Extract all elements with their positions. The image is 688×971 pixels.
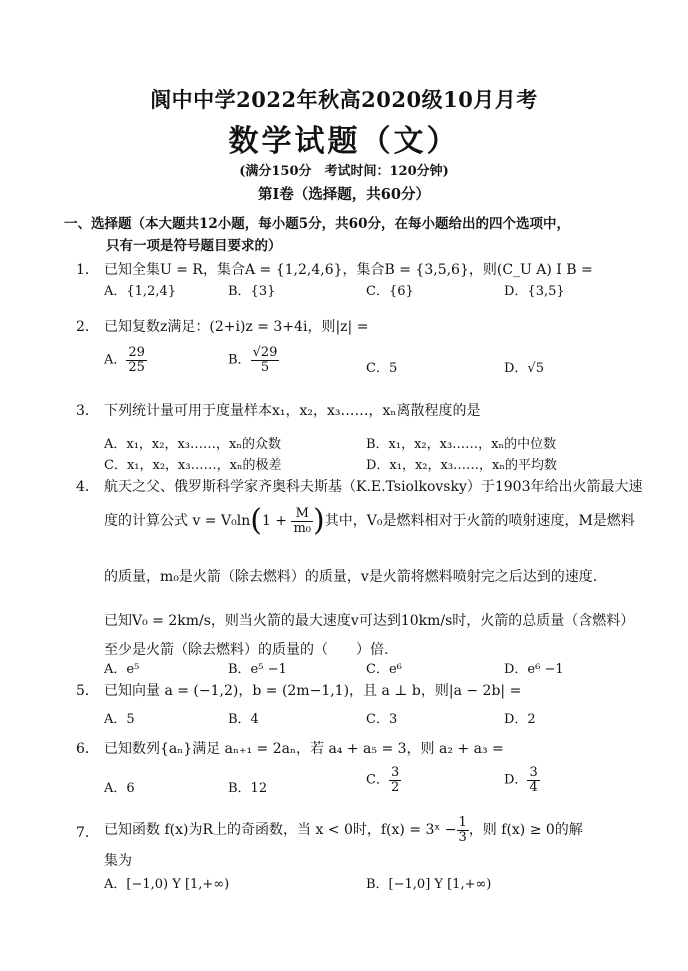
formula-prefix: 度的计算公式 v = V₀ln	[104, 513, 251, 529]
fraction-numerator: M	[291, 507, 313, 522]
question-number: 1．	[76, 262, 99, 278]
fraction	[126, 346, 147, 374]
question-text-part: 已知函数 f(x)为R上的奇函数，当 x < 0时，f(x) = 3ˣ −	[104, 822, 457, 839]
section-instruction: 一、选择题（本大题共12小题，每小题5分，共60分，在每小题给出的四个选项中，	[64, 216, 570, 232]
fraction-denominator: 2	[390, 779, 400, 795]
question-text: 的质量，m₀是火箭（除去燃料）的质量，v是火箭将燃料喷射完之后达到的速度.	[104, 569, 598, 585]
option-a: A．x₁，x₂，x₃……，xₙ的众数	[104, 437, 281, 452]
option-c: C．3	[366, 712, 398, 727]
paren-right: )	[313, 503, 325, 538]
option-b: B．12	[228, 781, 268, 796]
option-d: D．e⁶ −1	[504, 662, 564, 677]
option-b: B．e⁵ −1	[228, 662, 287, 677]
option-c: C．x₁，x₂，x₃……，xₙ的极差	[104, 458, 282, 473]
option-c: C．e⁶	[366, 662, 402, 677]
fraction-numerator: 3	[390, 765, 400, 780]
question-number: 7．	[76, 825, 99, 841]
fraction-numerator: 3	[529, 765, 538, 780]
question-text: 已知向量 a = (−1,2)，b = (2m−1,1)，且 a ⊥ b，则|a − 2b| =	[104, 683, 522, 699]
section-instruction-cont: 只有一项是符号题目要求的）	[106, 238, 282, 254]
question-number: 2．	[76, 319, 99, 335]
fraction	[457, 816, 469, 844]
question-text	[104, 816, 583, 844]
question-text: 已知数列{aₙ}满足 aₙ₊₁ = 2aₙ，若 a₄ + a₅ = 3，则 a₂ + a₃ =	[104, 741, 504, 757]
exam-title: 阆中中学2022年秋高2020级10月月考	[150, 87, 538, 112]
option-b	[228, 346, 279, 374]
question-text: 已知V₀ = 2km/s，则当火箭的最大速度v可达到10km/s时，火箭的总质量（含燃料）	[104, 613, 635, 629]
question-text: 已知全集U = R，集合A = {1,2,4,6}，集合B = {3,5,6}，则(C_U A) I B =	[104, 262, 593, 278]
option-c	[366, 766, 401, 794]
fraction-numerator: 1	[458, 815, 467, 830]
option-c-label: C．	[366, 772, 389, 788]
exam-info: (满分150分 考试时间：120分钟)	[239, 164, 449, 179]
fraction-denominator: m₀	[293, 520, 312, 536]
fraction	[291, 507, 313, 535]
fraction-denominator: 4	[529, 779, 538, 795]
option-d: D．√5	[504, 361, 544, 376]
option-b: B．4	[228, 712, 259, 727]
fraction	[389, 766, 401, 794]
fraction-denominator: 5	[260, 359, 270, 375]
exam-subject: 数学试题（文）	[228, 124, 460, 159]
option-b: B．[−1,0] Y [1,+∞)	[366, 877, 492, 892]
question-text: 下列统计量可用于度量样本x₁，x₂，x₃……，xₙ离散程度的是	[104, 403, 481, 419]
question-text: 航天之父、俄罗斯科学家齐奥科夫斯基（K.E.Tsiolkovsky）于1903年给出火箭最大速	[104, 479, 643, 495]
option-a: A．[−1,0) Y [1,+∞)	[104, 877, 230, 892]
fraction-numerator: 29	[128, 345, 145, 360]
option-d: D．x₁，x₂，x₃……，xₙ的平均数	[366, 458, 558, 473]
option-d: D．{3,5}	[504, 284, 565, 299]
fraction-denominator: 3	[458, 829, 467, 845]
option-c: C．5	[366, 361, 398, 376]
question-number: 5．	[76, 683, 99, 699]
option-a: A．{1,2,4}	[104, 284, 177, 299]
option-d: D．2	[504, 712, 536, 727]
question-text: 集为	[104, 853, 132, 869]
option-a: A．5	[104, 712, 135, 727]
option-d	[504, 766, 540, 794]
question-text: 已知复数z满足：(2+i)z = 3+4i，则|z| =	[104, 319, 369, 335]
option-c: C．{6}	[366, 284, 414, 299]
paren-left: (	[250, 503, 262, 538]
option-a: A．e⁵	[104, 662, 140, 677]
question-number: 4．	[76, 479, 99, 495]
question-number: 6．	[76, 741, 99, 757]
option-b: B．{3}	[228, 284, 276, 299]
option-b: B．x₁，x₂，x₃……，xₙ的中位数	[366, 437, 557, 452]
option-a-label: A．	[104, 352, 127, 368]
question-text: 至少是火箭（除去燃料）的质量的（ ）倍.	[104, 642, 389, 658]
formula-suffix: 其中，V₀是燃料相对于火箭的喷射速度，M是燃料	[324, 513, 635, 529]
option-a: A．6	[104, 781, 135, 796]
fraction-denominator: 25	[128, 359, 145, 375]
fraction	[527, 766, 539, 794]
part-title: 第Ⅰ卷（选择题，共60分）	[258, 186, 430, 203]
question-text-part: ，则 f(x) ≥ 0的解	[468, 822, 583, 839]
option-b-label: B．	[228, 352, 251, 368]
fraction-numerator: √29	[252, 345, 278, 360]
question-number: 3．	[76, 403, 99, 419]
fraction	[251, 346, 280, 374]
question-text-formula: 度的计算公式 v = V₀ln(1 + $\frac{M}{\text{m₀}}$ )其中，V₀是燃料相对于火箭的喷射速度，M是燃料	[104, 503, 635, 538]
option-a	[104, 346, 147, 374]
option-d-label: D．	[504, 772, 528, 788]
